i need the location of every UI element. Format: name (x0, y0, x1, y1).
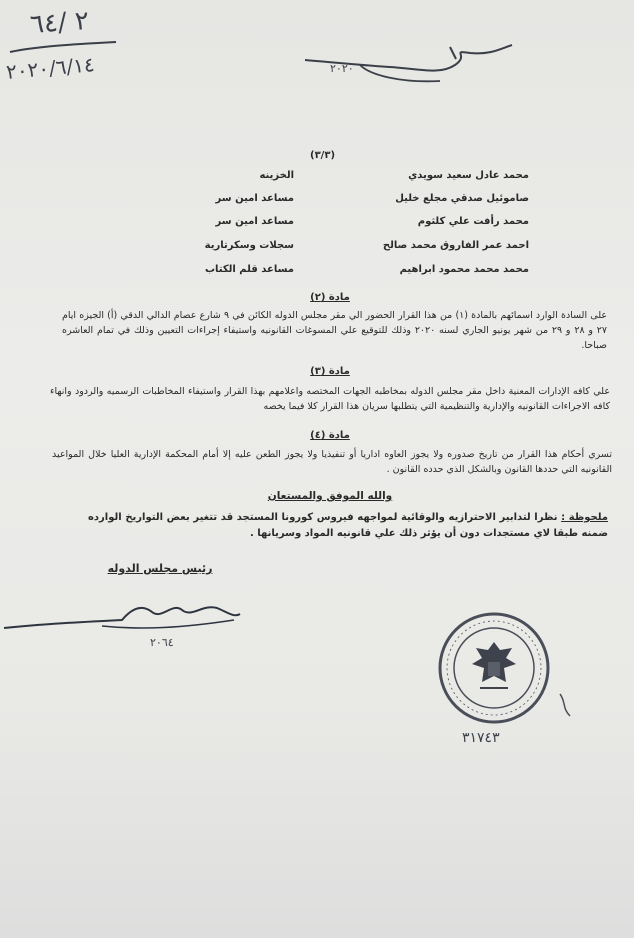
handwritten-note-number: ٢ /٦٤ (29, 5, 90, 41)
article-4-heading: مادة (٤) (310, 430, 350, 441)
article-3-text: علي كافه الإدارات المعنية داخل مقر مجلس الدوله بمخاطبه الجهات المختصه واعلامهم بهذا القرار واستيفاء المخاطبات الرسميه والردود وانهاء كافه الاجراءات القانونيه والإدارية والتنظيمية التي يتطلبها سريان هذا القرار كلا فيما يخصه (50, 386, 610, 412)
article-4-text: تسري أحكام هذا القرار من تاريخ صدوره ولا يجوز العاوه اداريا أو تنفيذيا ولا يجوز الطعن عليه إلا أمام المحكمة الإدارية العليا خلال المواعيد القانونيه التي حددها القانون وبالشكل الذي حدده القانون . (52, 449, 612, 475)
handwritten-note-date: ٢٠٢٠/٦/١٤ (5, 52, 96, 84)
member-department: سجلات وسكرتارية (204, 240, 294, 251)
page-number: (٣/٣) (310, 150, 336, 161)
member-name: محمد رأفت علي كلثوم (417, 216, 529, 227)
member-department: مساعد امين سر (215, 193, 294, 204)
stamp-number: ٣١٧٤٣ (462, 730, 500, 746)
member-name: صاموئيل صدقي مجلع خليل (395, 193, 529, 204)
closing-line: والله الموفق والمستعان (267, 490, 393, 502)
stamp-side-mark (556, 690, 576, 720)
member-name: محمد عادل سعيد سويدي (408, 170, 529, 181)
article-2-heading: مادة (٢) (310, 292, 350, 303)
member-department: مساعد قلم الكتاب (204, 264, 294, 275)
covid-note (88, 510, 608, 542)
member-name: احمد عمر الفاروق محمد صالح (382, 240, 529, 251)
member-name: محمد محمد محمود ابراهيم (399, 264, 529, 275)
note-text: نظرا لتدابير الاحترازيه والوقائية لمواجهه فيروس كورونا المستجد قد تتغير بعض التواريخ الوارده ضمنه طبقا لاي مستجدات دون أن يؤثر ذلك علي قانونيه المواد وسريانها . (88, 512, 608, 539)
member-department: مساعد امين سر (215, 216, 294, 227)
signature-date: ٢٠٦٤ (150, 636, 174, 649)
article-2-text: على السادة الوارد اسمائهم بالمادة (١) من هذا القرار الحضور الي مقر مجلس الدوله الكائن في ٩ شارع عصام الدالي الدقي (أ) الجيزه ايام ٢٧ و ٢٨ و ٢٩ من شهر يونيو الجاري لسنه ٢٠٢٠ وذلك للتوقيع علي المسوغات القانونيه واستيفاء إجراءات التعيين وذلك في تمام العاشره صباحا. (62, 310, 608, 351)
member-department: الخزينه (259, 170, 294, 181)
top-signature-date: ٢٠٢٠ (330, 62, 354, 75)
article-3-heading: مادة (٣) (310, 366, 350, 377)
note-label: ملحوظة : (561, 512, 608, 523)
signatory-title: رئيس مجلس الدوله (107, 562, 213, 575)
official-stamp (438, 612, 550, 724)
